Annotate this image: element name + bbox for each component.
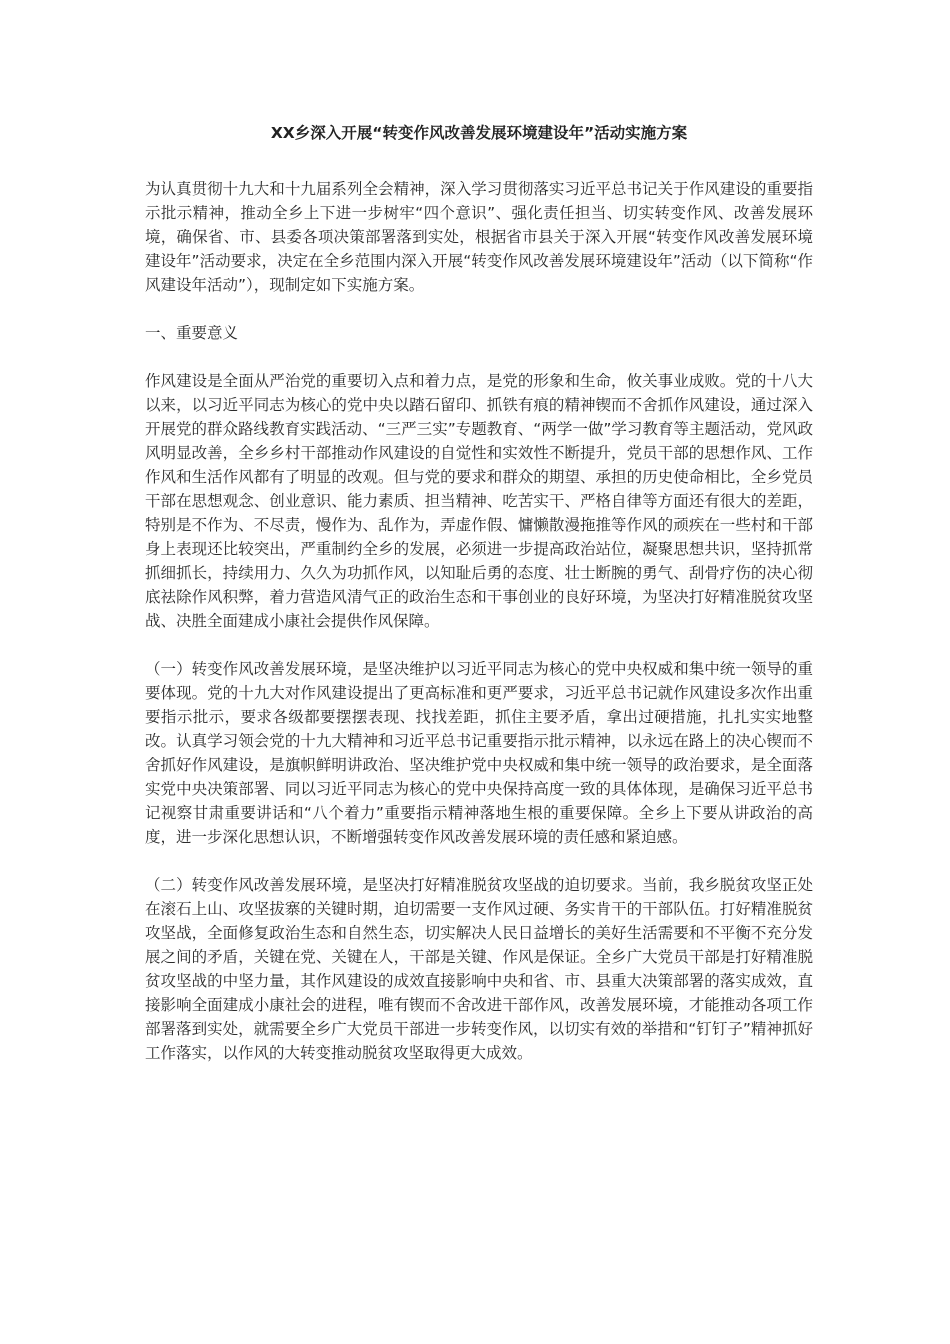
subsection-paragraph-1: （一）转变作风改善发展环境，是坚决维护以习近平同志为核心的党中央权威和集中统一领导的重要体现。党的十九大对作风建设提出了更高标准和更严要求，习近平总书记就作风建设多次作出重要指示批示，要求各级都要摆摆表现、找找差距，抓住主要矛盾，拿出过硬措施，扎扎实实地整改。认真学习领会党的十九大精神和习近平总书记重要指示批示精神，以永远在路上的决心锲而不舍抓好作风建设，是旗帜鲜明讲政治、坚决维护党中央权威和集中统一领导的政治要求，是全面落实党中央决策部署、同以习近平同志为核心的党中央保持高度一致的具体体现，是确保习近平总书记视察甘肃重要讲话和“八个着力”重要指示精神落地生根的重要保障。全乡上下要从讲政治的高度，进一步深化思想认识，不断增强转变作风改善发展环境的责任感和紧迫感。 — [145, 660, 813, 846]
document-title: XX乡深入开展“转变作风改善发展环境建设年”活动实施方案 — [270, 124, 688, 142]
intro-paragraph: 为认真贯彻十九大和十九届系列全会精神，深入学习贯彻落实习近平总书记关于作风建设的重要指示批示精神，推动全乡上下进一步树牢“四个意识”、强化责任担当、切实转变作风、改善发展环境，确保省、市、县委各项决策部署落到实处，根据省市县关于深入开展“转变作风改善发展环境建设年”活动要求，决定在全乡范围内深入开展“转变作风改善发展环境建设年”活动（以下简称“作风建设年活动”），现制定如下实施方案。 — [145, 180, 813, 294]
section-paragraph-significance: 作风建设是全面从严治党的重要切入点和着力点，是党的形象和生命，攸关事业成败。党的十八大以来，以习近平同志为核心的党中央以踏石留印、抓铁有痕的精神锲而不舍抓作风建设，通过深入开展党的群众路线教育实践活动、“三严三实”专题教育、“两学一做”学习教育等主题活动，党风政风明显改善，全乡乡村干部推动作风建设的自觉性和实效性不断提升，党员干部的思想作风、工作作风和生活作风都有了明显的改观。但与党的要求和群众的期望、承担的历史使命相比，全乡党员干部在思想观念、创业意识、能力素质、担当精神、吃苦实干、严格自律等方面还有很大的差距，特别是不作为、不尽责，慢作为、乱作为，弄虚作假、慵懒散漫拖推等作风的顽疾在一些村和干部身上表现还比较突出，严重制约全乡的发展，必须进一步提高政治站位，凝聚思想共识，坚持抓常抓细抓长，持续用力、久久为功抓作风，以知耻后勇的态度、壮士断腕的勇气、刮骨疗伤的决心彻底祛除作风积弊，着力营造风清气正的政治生态和干事创业的良好环境，为坚决打好精准脱贫攻坚战、决胜全面建成小康社会提供作风保障。 — [145, 372, 813, 630]
section-heading-significance: 一、重要意义 — [145, 324, 239, 342]
subsection-paragraph-2: （二）转变作风改善发展环境，是坚决打好精准脱贫攻坚战的迫切要求。当前，我乡脱贫攻坚正处在滚石上山、攻坚拔寨的关键时期，迫切需要一支作风过硬、务实肯干的干部队伍。打好精准脱贫攻坚战，全面修复政治生态和自然生态，切实解决人民日益增长的美好生活需要和不平衡不充分发展之间的矛盾，关键在党、关键在人，干部是关键、作风是保证。全乡广大党员干部是打好精准脱贫攻坚战的中坚力量，其作风建设的成效直接影响中央和省、市、县重大决策部署的落实成效，直接影响全面建成小康社会的进程，唯有锲而不舍改进干部作风，改善发展环境，才能推动各项工作部署落到实处，就需要全乡广大党员干部进一步转变作风，以切实有效的举措和“钉钉子”精神抓好工作落实，以作风的大转变推动脱贫攻坚取得更大成效。 — [145, 876, 813, 1062]
document-body — [145, 121, 813, 1089]
